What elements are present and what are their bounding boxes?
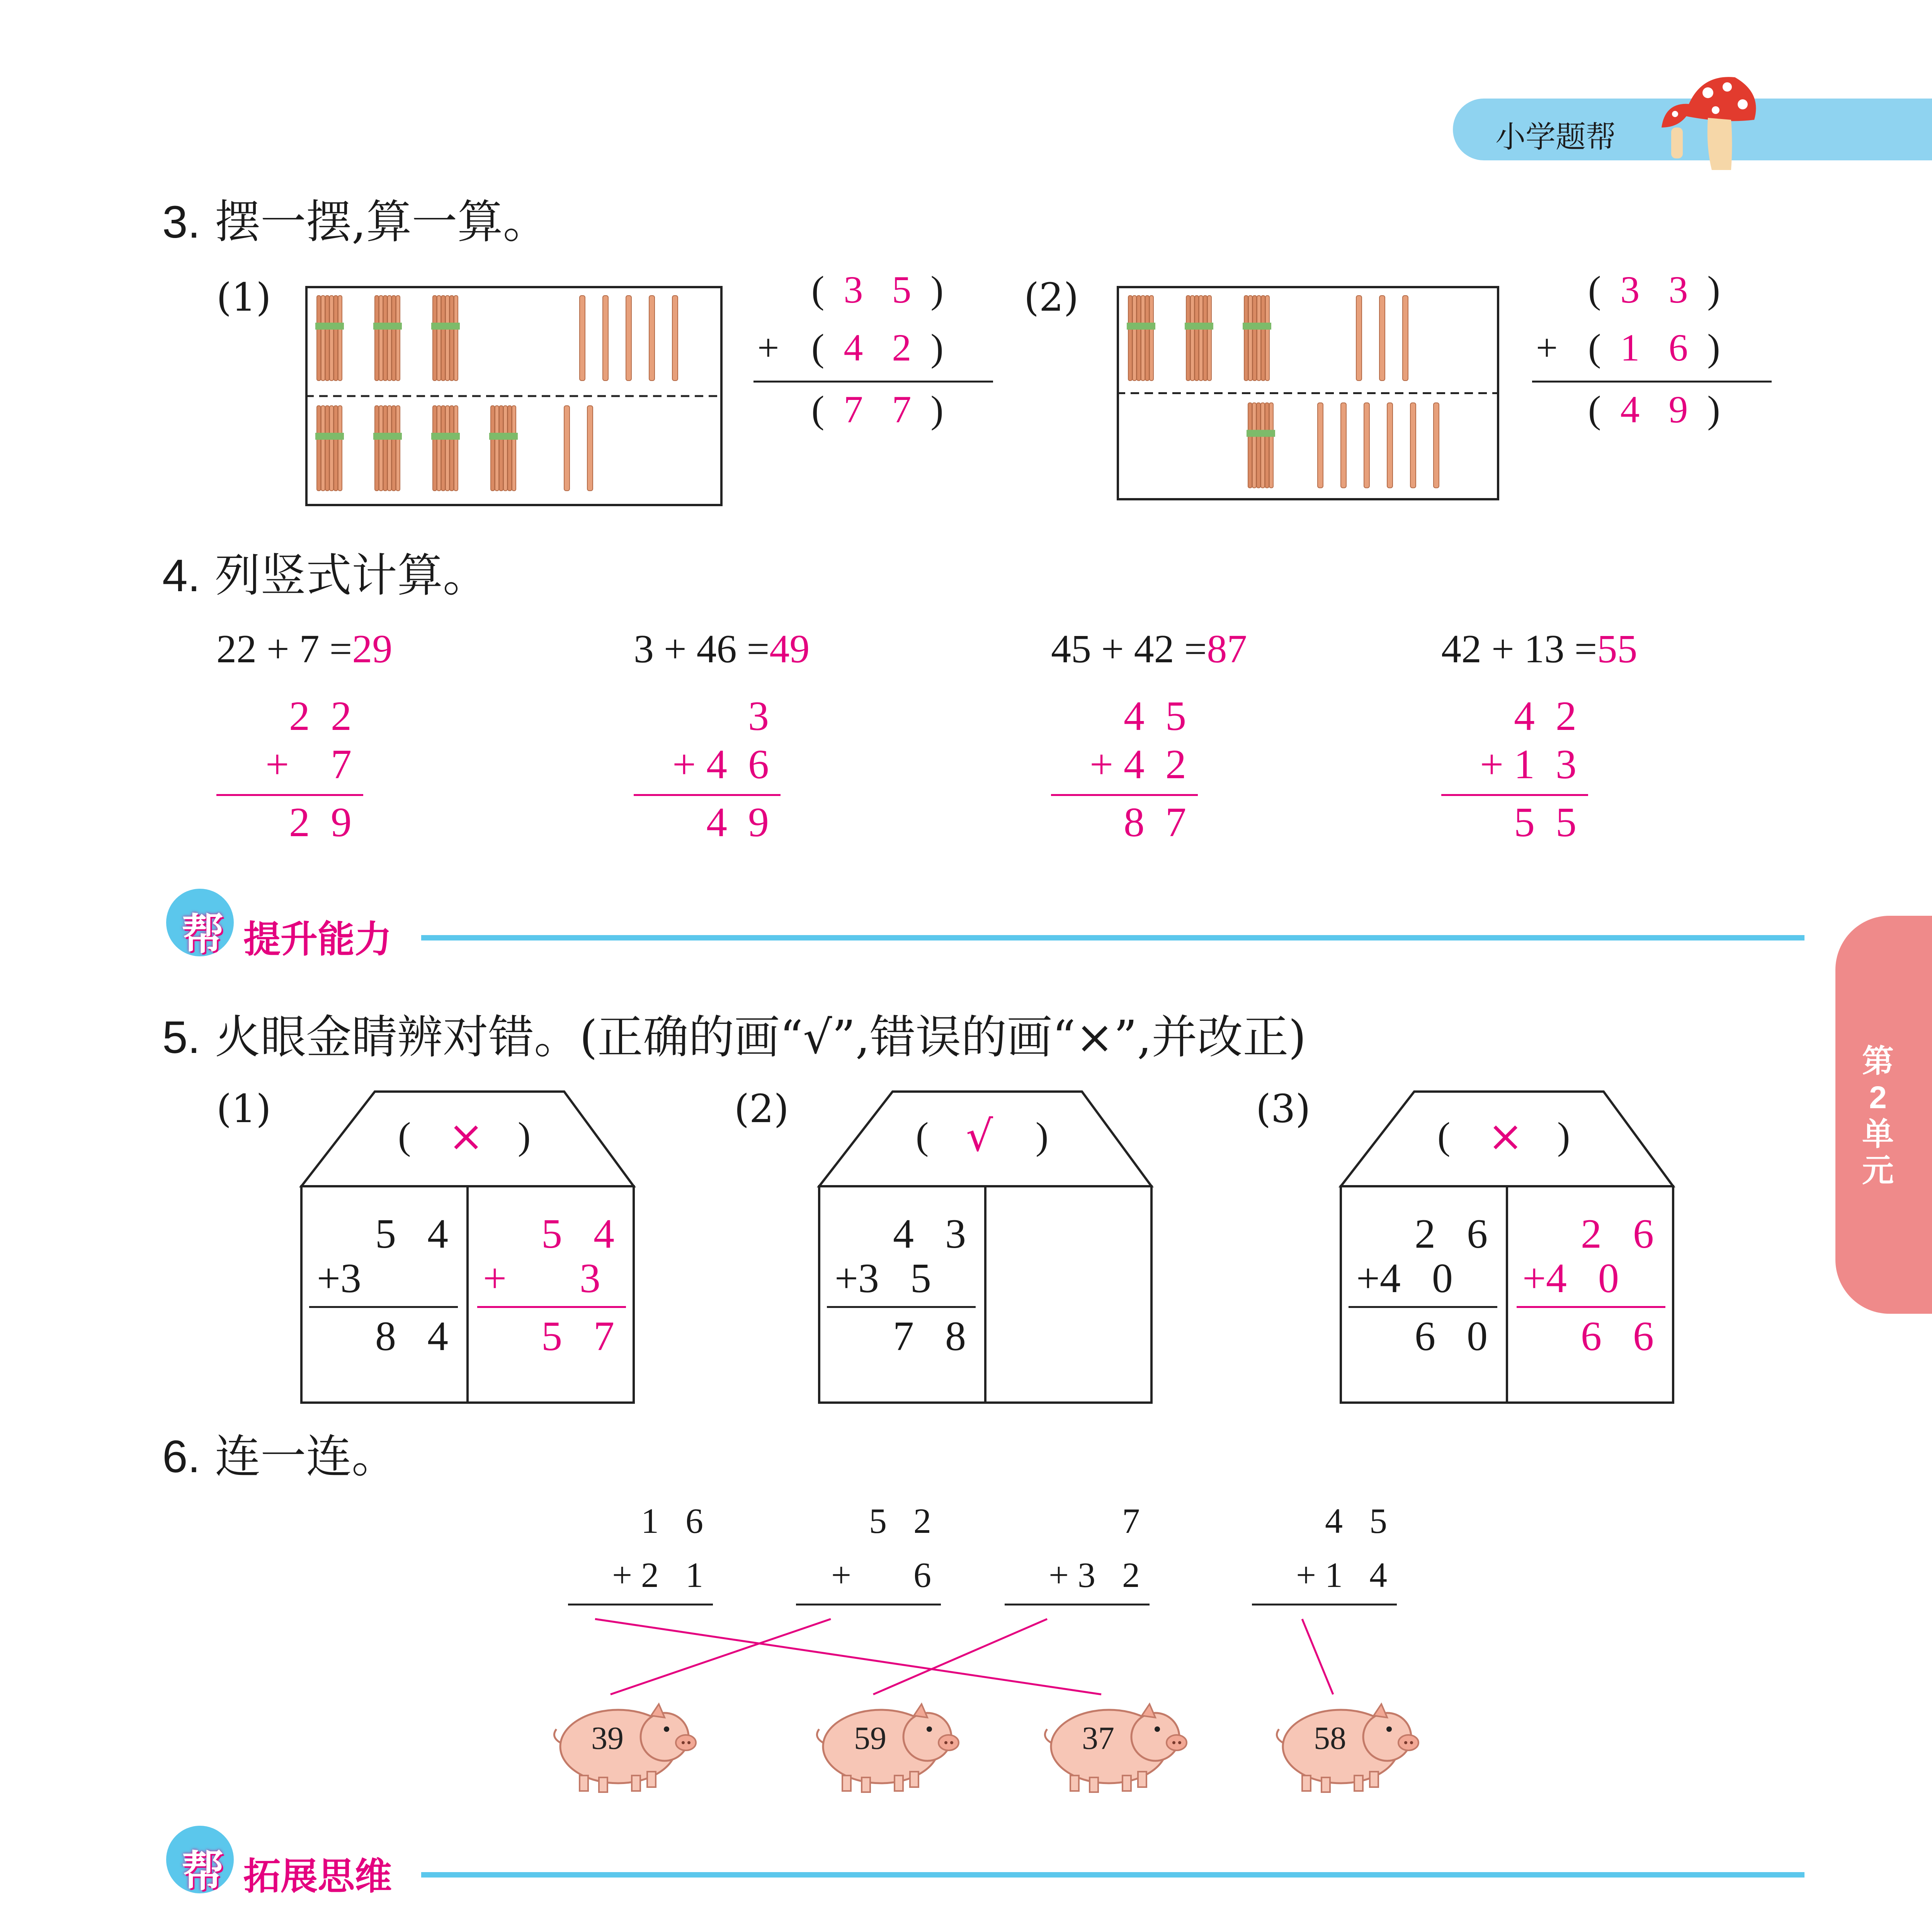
pig-number: 58: [1314, 1720, 1346, 1756]
q6-match-line: [595, 1619, 1101, 1694]
q6-title: 6. 连一连。: [162, 1430, 397, 1483]
q6-problem-mid: + 1 4: [1296, 1555, 1387, 1595]
section-badge-2-text: 帮: [182, 1848, 224, 1895]
pig-number: 37: [1082, 1720, 1114, 1756]
q4-top-digits: 4 5: [1124, 693, 1186, 739]
pig-icon: [549, 1692, 703, 1793]
q3-part1-a: ( 3 5 ): [811, 268, 944, 311]
q5-mark: √: [966, 1111, 993, 1161]
q5-mark-open: (: [1437, 1114, 1451, 1157]
q5-left-bot: 6 0: [1415, 1313, 1488, 1359]
q6-problem-top: 7: [1122, 1501, 1140, 1541]
q4-bot-digits: 2 9: [289, 799, 352, 845]
pig-number: 39: [591, 1720, 624, 1756]
section-title-2: 拓展思维: [243, 1856, 392, 1897]
q5-mark: ×: [1488, 1111, 1524, 1161]
q5-left-mid: +4 0: [1356, 1255, 1453, 1301]
pig-number: 59: [854, 1720, 886, 1756]
q5-right-mid: + 3: [483, 1255, 600, 1301]
q4-expr: 45 + 42 =: [1051, 627, 1207, 671]
q3-part2-sum: ( 4 9 ): [1588, 388, 1720, 431]
q5-right-top: 5 4: [541, 1211, 614, 1257]
q6-problem-top: 4 5: [1325, 1501, 1387, 1541]
q5-label: (1): [216, 1086, 271, 1131]
q4-answer: 49: [769, 627, 810, 671]
q5-right-mid: +4 0: [1522, 1255, 1619, 1301]
q4-bot-digits: 5 5: [1514, 799, 1577, 845]
pig-icon: [1039, 1692, 1194, 1793]
header-brand: 小学题帮: [1495, 120, 1616, 154]
q4-top-digits: 3: [748, 693, 769, 739]
q4-expr: 42 + 13 =: [1441, 627, 1597, 671]
q6-match-line: [611, 1619, 831, 1694]
section-title-1: 提升能力: [243, 919, 392, 960]
q5-mark-close: ): [1557, 1114, 1570, 1157]
q5-right-top: 2 6: [1581, 1211, 1654, 1257]
q6-problem-mid: + 2 1: [612, 1555, 703, 1595]
q4-answer: 55: [1597, 627, 1638, 671]
q5-title: 5. 火眼金睛辨对错。(正确的画“√”,错误的画“×”,并改正): [162, 1010, 1306, 1064]
q5-left-mid: +3: [317, 1255, 361, 1301]
q6-problem-mid: + 6: [831, 1555, 931, 1595]
q5-mark-close: ): [1036, 1114, 1049, 1157]
q5-left-bot: 8 4: [375, 1313, 448, 1359]
q4-mid-digits: + 1 3: [1480, 742, 1577, 787]
q6-match-line: [1302, 1619, 1333, 1694]
q5-left-top: 2 6: [1415, 1211, 1488, 1257]
q5-left-top: 5 4: [375, 1211, 448, 1257]
q3-part2-op: +: [1536, 326, 1558, 369]
q5-mark-close: ): [518, 1114, 531, 1157]
q4-mid-digits: + 7: [265, 742, 352, 787]
q6-problem-top: 1 6: [641, 1501, 703, 1541]
unit-tab-text: 第 2 单 元: [1862, 1044, 1894, 1188]
q4-mid-digits: + 4 6: [672, 742, 769, 787]
q4-title: 4. 列竖式计算。: [162, 549, 488, 602]
q4-bot-digits: 4 9: [706, 799, 769, 845]
q3-title: 3. 摆一摆,算一算。: [162, 195, 549, 248]
q5-mark-open: (: [916, 1114, 929, 1157]
pig-icon: [1271, 1692, 1426, 1793]
q4-expr: 3 + 46 =: [634, 627, 770, 671]
q5-label: (3): [1256, 1086, 1311, 1131]
q3-part1-b: ( 4 2 ): [811, 326, 944, 369]
q4-expr: 22 + 7 =: [216, 627, 352, 671]
q3-part1-label: (1): [216, 275, 271, 320]
q5-left-bot: 7 8: [893, 1313, 966, 1359]
q3-part2-label: (2): [1024, 275, 1079, 320]
q3-part1-op: +: [757, 326, 779, 369]
q5-left-top: 4 3: [893, 1211, 966, 1257]
q4-answer: 87: [1207, 627, 1247, 671]
q5-mark-open: (: [398, 1114, 411, 1157]
q5-left-mid: +3 5: [835, 1255, 931, 1301]
q6-problem-top: 5 2: [869, 1501, 931, 1541]
q5-right-bot: 6 6: [1581, 1313, 1654, 1359]
q4-top-digits: 2 2: [289, 693, 352, 739]
q4-answer: 29: [352, 627, 393, 671]
q3-part2-b: ( 1 6 ): [1588, 326, 1720, 369]
section-rule-2: [421, 1872, 1804, 1878]
pig-icon: [811, 1692, 966, 1793]
q4-top-digits: 4 2: [1514, 693, 1577, 739]
q3-part2-a: ( 3 3 ): [1588, 268, 1720, 311]
q5-label: (2): [734, 1086, 789, 1131]
q4-bot-digits: 8 7: [1124, 799, 1186, 845]
q4-mid-digits: + 4 2: [1090, 742, 1186, 787]
q3-part1-sum: ( 7 7 ): [811, 388, 944, 431]
section-badge-1-text: 帮: [182, 911, 224, 958]
q5-mark: ×: [448, 1111, 484, 1161]
q6-problem-mid: + 3 2: [1049, 1555, 1140, 1595]
q5-right-bot: 5 7: [541, 1313, 614, 1359]
